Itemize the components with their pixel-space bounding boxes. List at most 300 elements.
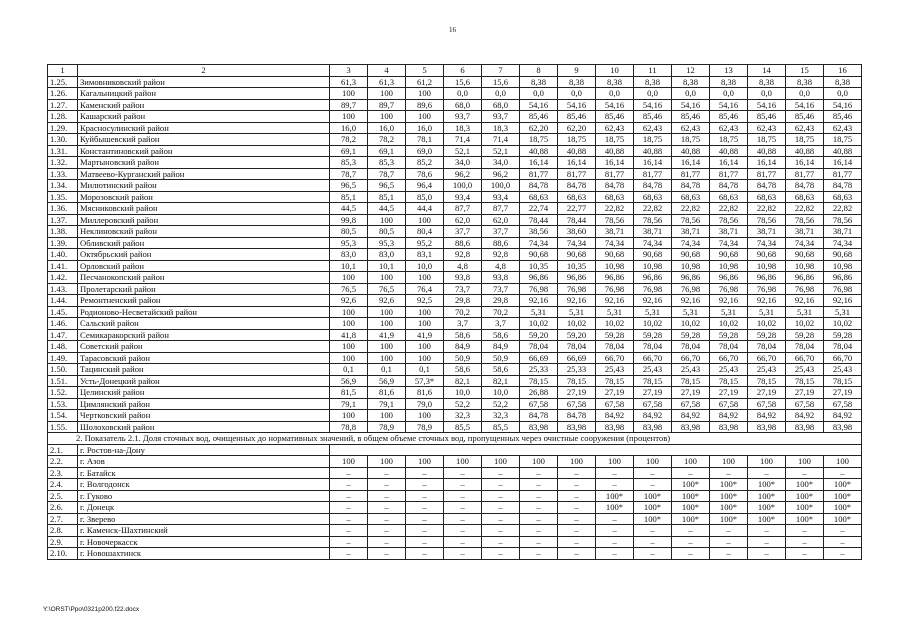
value-cell: 67,58 <box>520 398 558 410</box>
value-cell: 68,63 <box>824 191 862 203</box>
district-name: Тацинский район <box>78 364 330 376</box>
value-cell: 85,1 <box>330 191 368 203</box>
value-cell: – <box>482 479 520 491</box>
value-cell: 66,70 <box>786 352 824 364</box>
value-cell: 85,46 <box>672 111 710 123</box>
value-cell: 22,82 <box>748 203 786 215</box>
value-cell: – <box>596 536 634 548</box>
value-cell: 5,31 <box>558 306 596 318</box>
value-cell: 25,43 <box>824 364 862 376</box>
value-cell: 78,04 <box>558 341 596 353</box>
value-cell: – <box>482 525 520 537</box>
row-number: 2.5. <box>48 490 78 502</box>
value-cell: – <box>520 502 558 514</box>
value-cell: 79,1 <box>368 398 406 410</box>
value-cell: 68,63 <box>520 191 558 203</box>
value-cell: 90,68 <box>672 249 710 261</box>
value-cell: 8,38 <box>596 76 634 88</box>
row-number: 1.34. <box>48 180 78 192</box>
row-number: 1.43. <box>48 283 78 295</box>
value-cell: 85,46 <box>558 111 596 123</box>
value-cell: 10,98 <box>786 260 824 272</box>
row-number: 2.7. <box>48 513 78 525</box>
value-cell: 71,4 <box>482 134 520 146</box>
value-cell: 18,75 <box>824 134 862 146</box>
value-cell: 100* <box>672 490 710 502</box>
row-number: 2.1. <box>48 444 78 456</box>
value-cell: 27,19 <box>672 387 710 399</box>
value-cell: 96,2 <box>482 168 520 180</box>
value-cell: 79,0 <box>406 398 444 410</box>
value-cell: 8,38 <box>786 76 824 88</box>
column-number-header: 4 <box>368 65 406 77</box>
value-cell: 78,15 <box>558 375 596 387</box>
value-cell: – <box>406 467 444 479</box>
value-cell: 100 <box>596 456 634 468</box>
value-cell: 25,43 <box>786 364 824 376</box>
page-number: 16 <box>449 26 456 34</box>
district-name: Матвеево-Курганский район <box>78 168 330 180</box>
value-cell: 10,02 <box>748 318 786 330</box>
value-cell: 10,98 <box>672 260 710 272</box>
value-cell: 16,14 <box>520 157 558 169</box>
value-cell: 80,5 <box>330 226 368 238</box>
value-cell: – <box>672 467 710 479</box>
table-row <box>48 283 862 295</box>
district-name: Орловский район <box>78 260 330 272</box>
value-cell: – <box>558 502 596 514</box>
row-number: 1.39. <box>48 237 78 249</box>
value-cell: 16,14 <box>672 157 710 169</box>
value-cell: 96,86 <box>786 272 824 284</box>
value-cell: 100 <box>368 306 406 318</box>
value-cell: 100 <box>406 272 444 284</box>
value-cell: – <box>368 525 406 537</box>
value-cell: 100 <box>444 456 482 468</box>
value-cell: 100* <box>634 502 672 514</box>
value-cell: 59,28 <box>596 329 634 341</box>
value-cell: – <box>672 548 710 560</box>
district-name: Цимлянский район <box>78 398 330 410</box>
row-number: 1.53. <box>48 398 78 410</box>
value-cell: 66,70 <box>634 352 672 364</box>
value-cell: 18,3 <box>482 122 520 134</box>
value-cell: 100* <box>596 502 634 514</box>
value-cell: 100 <box>330 111 368 123</box>
value-cell: – <box>710 467 748 479</box>
district-name: г. Азов <box>78 456 330 468</box>
value-cell: – <box>520 467 558 479</box>
district-name: Кагальницкий район <box>78 88 330 100</box>
value-cell: – <box>520 548 558 560</box>
value-cell: 59,20 <box>520 329 558 341</box>
value-cell: 84,92 <box>786 410 824 422</box>
value-cell: 22,82 <box>596 203 634 215</box>
value-cell: 8,38 <box>672 76 710 88</box>
value-cell: 100 <box>558 456 596 468</box>
value-cell: 100* <box>672 502 710 514</box>
value-cell: 74,34 <box>634 237 672 249</box>
value-cell: 67,58 <box>672 398 710 410</box>
value-cell: 84,78 <box>786 180 824 192</box>
value-cell: 8,38 <box>748 76 786 88</box>
value-cell: 84,9 <box>482 341 520 353</box>
value-cell: 85,46 <box>596 111 634 123</box>
value-cell: 66,70 <box>596 352 634 364</box>
value-cell: 100 <box>368 352 406 364</box>
value-cell: – <box>558 536 596 548</box>
value-cell: 18,75 <box>634 134 672 146</box>
value-cell: 78,7 <box>330 168 368 180</box>
value-cell: 79,1 <box>330 398 368 410</box>
value-cell: 88,6 <box>444 237 482 249</box>
value-cell: 66,69 <box>520 352 558 364</box>
value-cell: 90,68 <box>520 249 558 261</box>
table-row <box>48 157 862 169</box>
value-cell: 84,78 <box>748 180 786 192</box>
value-cell: 61,3 <box>330 76 368 88</box>
district-name: Обливский район <box>78 237 330 249</box>
value-cell: – <box>558 479 596 491</box>
row-number: 1.41. <box>48 260 78 272</box>
value-cell: 5,31 <box>748 306 786 318</box>
district-name: Родионово-Несветайский район <box>78 306 330 318</box>
value-cell: 68,63 <box>634 191 672 203</box>
district-name: г. Зверево <box>78 513 330 525</box>
district-name: Мартыновский район <box>78 157 330 169</box>
value-cell: 8,38 <box>520 76 558 88</box>
value-cell: 34,0 <box>444 157 482 169</box>
value-cell: 10,0 <box>406 260 444 272</box>
value-cell: 78,9 <box>368 421 406 433</box>
value-cell: 76,98 <box>748 283 786 295</box>
value-cell: – <box>596 525 634 537</box>
value-cell: 100 <box>786 456 824 468</box>
value-cell: 81,77 <box>558 168 596 180</box>
value-cell: 62,20 <box>558 122 596 134</box>
value-cell: 78,15 <box>710 375 748 387</box>
value-cell: 44,4 <box>406 203 444 215</box>
value-cell: 59,28 <box>824 329 862 341</box>
column-number-header: 5 <box>406 65 444 77</box>
value-cell: 89,7 <box>330 99 368 111</box>
table-row <box>48 260 862 272</box>
value-cell: 100* <box>786 502 824 514</box>
value-cell: 100 <box>672 456 710 468</box>
value-cell: 96,86 <box>824 272 862 284</box>
value-cell: 96,86 <box>710 272 748 284</box>
value-cell: – <box>520 490 558 502</box>
table-row <box>48 249 862 261</box>
value-cell: 89,6 <box>406 99 444 111</box>
value-cell: 85,46 <box>786 111 824 123</box>
value-cell: 92,16 <box>634 295 672 307</box>
value-cell: 41,9 <box>368 329 406 341</box>
value-cell: 83,98 <box>634 421 672 433</box>
value-cell: 69,1 <box>330 145 368 157</box>
value-cell: 100 <box>406 410 444 422</box>
value-cell: 0,0 <box>596 88 634 100</box>
row-number: 1.49. <box>48 352 78 364</box>
value-cell: – <box>558 548 596 560</box>
value-cell: 84,92 <box>748 410 786 422</box>
table-row <box>48 226 862 238</box>
value-cell: 0,0 <box>634 88 672 100</box>
value-cell: 67,58 <box>596 398 634 410</box>
value-cell: – <box>444 525 482 537</box>
value-cell: 68,0 <box>444 99 482 111</box>
value-cell: – <box>786 525 824 537</box>
value-cell: 92,16 <box>558 295 596 307</box>
value-cell: 92,16 <box>520 295 558 307</box>
value-cell: 99,8 <box>330 214 368 226</box>
value-cell: 81,77 <box>634 168 672 180</box>
value-cell: 0,0 <box>558 88 596 100</box>
value-cell: 83,98 <box>786 421 824 433</box>
value-cell: – <box>558 513 596 525</box>
value-cell: 25,33 <box>558 364 596 376</box>
value-cell: 78,04 <box>824 341 862 353</box>
value-cell: 27,19 <box>558 387 596 399</box>
district-name: Красносулинский район <box>78 122 330 134</box>
value-cell: 68,63 <box>710 191 748 203</box>
table-row <box>48 502 862 514</box>
value-cell: 80,5 <box>368 226 406 238</box>
value-cell: 96,4 <box>406 180 444 192</box>
value-cell: 95,2 <box>406 237 444 249</box>
value-cell: 92,8 <box>482 249 520 261</box>
value-cell: 83,98 <box>558 421 596 433</box>
value-cell: 83,98 <box>824 421 862 433</box>
value-cell: 92,16 <box>596 295 634 307</box>
value-cell: 85,5 <box>444 421 482 433</box>
value-cell: – <box>482 467 520 479</box>
value-cell: – <box>482 502 520 514</box>
value-cell: – <box>406 502 444 514</box>
value-cell: 10,02 <box>634 318 672 330</box>
value-cell: – <box>786 548 824 560</box>
value-cell: 96,86 <box>558 272 596 284</box>
value-cell: 76,98 <box>558 283 596 295</box>
value-cell: 78,56 <box>634 214 672 226</box>
value-cell: 93,7 <box>444 111 482 123</box>
value-cell: 58,6 <box>444 329 482 341</box>
value-cell: 93,4 <box>444 191 482 203</box>
value-cell: 87,7 <box>482 203 520 215</box>
value-cell: 83,98 <box>748 421 786 433</box>
value-cell: 74,34 <box>558 237 596 249</box>
value-cell: – <box>824 467 862 479</box>
value-cell: 93,4 <box>482 191 520 203</box>
value-cell: 96,2 <box>444 168 482 180</box>
value-cell: 78,15 <box>520 375 558 387</box>
value-cell: 62,43 <box>786 122 824 134</box>
value-cell: 74,34 <box>520 237 558 249</box>
value-cell: 78,56 <box>824 214 862 226</box>
value-cell: 0,0 <box>482 88 520 100</box>
value-cell: 59,28 <box>710 329 748 341</box>
value-cell: 100 <box>330 306 368 318</box>
value-cell: 76,98 <box>786 283 824 295</box>
value-cell: 92,16 <box>748 295 786 307</box>
value-cell: 76,98 <box>672 283 710 295</box>
column-number-header: 3 <box>330 65 368 77</box>
table-row <box>48 237 862 249</box>
value-cell: 38,71 <box>824 226 862 238</box>
value-cell: 37,7 <box>482 226 520 238</box>
table-row <box>48 364 862 376</box>
row-number: 1.36. <box>48 203 78 215</box>
value-cell: 10,02 <box>558 318 596 330</box>
value-cell: 38,56 <box>520 226 558 238</box>
value-cell: – <box>444 548 482 560</box>
value-cell: 10,02 <box>672 318 710 330</box>
value-cell: 71,4 <box>444 134 482 146</box>
value-cell: 78,15 <box>748 375 786 387</box>
value-cell: 83,98 <box>596 421 634 433</box>
value-cell: 37,7 <box>444 226 482 238</box>
value-cell: 10,98 <box>824 260 862 272</box>
row-number: 1.27. <box>48 99 78 111</box>
value-cell: – <box>330 513 368 525</box>
value-cell: 92,6 <box>368 295 406 307</box>
value-cell: 92,16 <box>824 295 862 307</box>
value-cell: 81,77 <box>520 168 558 180</box>
value-cell: 40,88 <box>786 145 824 157</box>
column-number-header: 6 <box>444 65 482 77</box>
value-cell: – <box>634 479 672 491</box>
value-cell: 96,86 <box>596 272 634 284</box>
value-cell: 81,77 <box>824 168 862 180</box>
value-cell: 78,7 <box>368 168 406 180</box>
value-cell: 0,1 <box>368 364 406 376</box>
value-cell: 100* <box>824 479 862 491</box>
value-cell: 5,31 <box>634 306 672 318</box>
value-cell: – <box>368 479 406 491</box>
value-cell: 3,7 <box>482 318 520 330</box>
value-cell: 40,88 <box>824 145 862 157</box>
value-cell: 81,77 <box>710 168 748 180</box>
value-cell: 78,15 <box>634 375 672 387</box>
value-cell: 62,20 <box>520 122 558 134</box>
value-cell: 84,78 <box>824 180 862 192</box>
value-cell: 25,43 <box>748 364 786 376</box>
value-cell: 5,31 <box>672 306 710 318</box>
value-cell: 100 <box>330 456 368 468</box>
value-cell: 68,63 <box>748 191 786 203</box>
value-cell: 78,04 <box>748 341 786 353</box>
district-name: Шолоховский район <box>78 421 330 433</box>
value-cell: 5,31 <box>710 306 748 318</box>
row-number: 1.35. <box>48 191 78 203</box>
value-cell: 100 <box>368 272 406 284</box>
value-cell: 18,75 <box>596 134 634 146</box>
row-number: 1.42. <box>48 272 78 284</box>
value-cell: – <box>482 490 520 502</box>
value-cell: 96,86 <box>748 272 786 284</box>
value-cell: – <box>330 490 368 502</box>
value-cell: 67,58 <box>634 398 672 410</box>
value-cell: 78,04 <box>786 341 824 353</box>
value-cell: 68,0 <box>482 99 520 111</box>
district-name: Ремонтненский район <box>78 295 330 307</box>
value-cell: 40,88 <box>748 145 786 157</box>
value-cell: 16,0 <box>406 122 444 134</box>
value-cell: 100* <box>748 502 786 514</box>
value-cell: 78,15 <box>824 375 862 387</box>
value-cell: 78,04 <box>710 341 748 353</box>
value-cell: 92,6 <box>330 295 368 307</box>
value-cell: 84,78 <box>672 180 710 192</box>
value-cell: 85,5 <box>482 421 520 433</box>
district-name: Мясниковский район <box>78 203 330 215</box>
value-cell: 83,0 <box>330 249 368 261</box>
value-cell: 84,92 <box>824 410 862 422</box>
table-row <box>48 76 862 88</box>
district-name: Милютинский район <box>78 180 330 192</box>
value-cell: 100 <box>368 341 406 353</box>
value-cell: 29,8 <box>444 295 482 307</box>
value-cell: 100 <box>406 318 444 330</box>
value-cell: – <box>824 536 862 548</box>
value-cell: 100* <box>748 479 786 491</box>
value-cell: 10,0 <box>444 387 482 399</box>
value-cell: 10,02 <box>824 318 862 330</box>
value-cell: 84,9 <box>444 341 482 353</box>
value-cell: 100 <box>406 352 444 364</box>
value-cell: 61,3 <box>368 76 406 88</box>
table-row <box>48 203 862 215</box>
value-cell: 16,14 <box>748 157 786 169</box>
district-name: Октябрьский район <box>78 249 330 261</box>
value-cell: 41,9 <box>406 329 444 341</box>
value-cell: 29,8 <box>482 295 520 307</box>
value-cell: 59,28 <box>634 329 672 341</box>
row-number: 1.38. <box>48 226 78 238</box>
value-cell: 78,56 <box>786 214 824 226</box>
value-cell: 76,98 <box>710 283 748 295</box>
value-cell: 18,75 <box>748 134 786 146</box>
value-cell: 100 <box>330 318 368 330</box>
value-cell: 10,98 <box>634 260 672 272</box>
value-cell: 96,86 <box>634 272 672 284</box>
value-cell: – <box>824 525 862 537</box>
value-cell: 52,2 <box>444 398 482 410</box>
value-cell: 18,75 <box>710 134 748 146</box>
value-cell: – <box>444 502 482 514</box>
table-row <box>48 479 862 491</box>
value-cell: 52,2 <box>482 398 520 410</box>
value-cell: 83,98 <box>672 421 710 433</box>
table-row <box>48 387 862 399</box>
value-cell: 22,74 <box>520 203 558 215</box>
value-cell: 54,16 <box>672 99 710 111</box>
value-cell: 76,5 <box>330 283 368 295</box>
value-cell: 87,7 <box>444 203 482 215</box>
value-cell: 100* <box>786 479 824 491</box>
value-cell: 70,2 <box>444 306 482 318</box>
value-cell: 4,8 <box>444 260 482 272</box>
value-cell: 100 <box>368 214 406 226</box>
value-cell: 100* <box>634 513 672 525</box>
value-cell: 67,58 <box>824 398 862 410</box>
value-cell: 100* <box>824 502 862 514</box>
value-cell: 76,98 <box>634 283 672 295</box>
value-cell: 78,04 <box>672 341 710 353</box>
value-cell: – <box>368 502 406 514</box>
value-cell: 100,0 <box>444 180 482 192</box>
value-cell: 100* <box>710 502 748 514</box>
